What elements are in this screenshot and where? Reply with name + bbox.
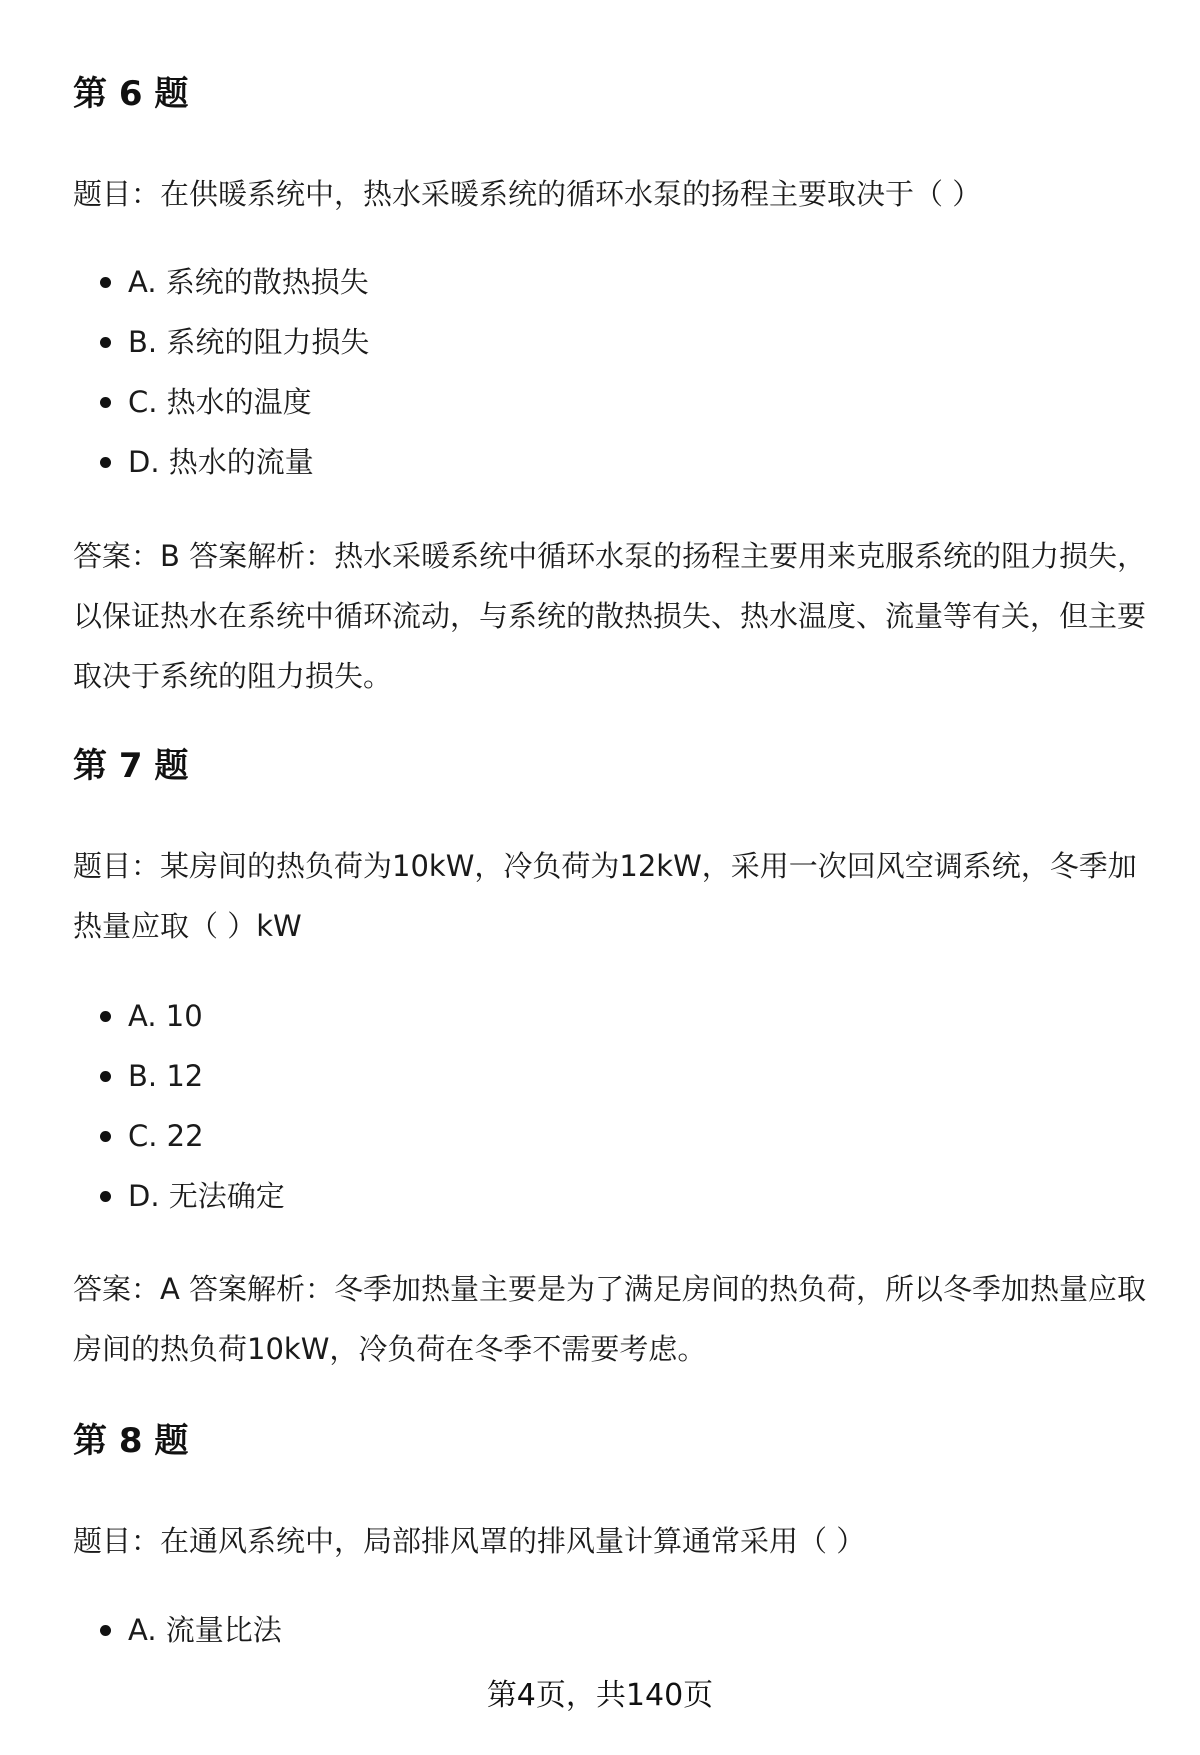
bullet-icon	[100, 1071, 111, 1082]
question-7-prompt: 题目：某房间的热负荷为10kW，冷负荷为12kW，采用一次回风空调系统，冬季加热量应取（ ）kW	[73, 849, 1137, 943]
question-6-options	[73, 252, 369, 492]
option-item	[73, 1166, 285, 1226]
option-label: A. 10	[128, 999, 203, 1033]
option-item	[73, 312, 369, 372]
bullet-icon	[100, 397, 111, 408]
bullet-icon	[100, 1131, 111, 1142]
bullet-icon	[100, 337, 111, 348]
option-label: A. 系统的散热损失	[128, 265, 369, 299]
option-label: C. 22	[128, 1119, 204, 1153]
option-label: D. 热水的流量	[128, 445, 314, 479]
question-7-answer: 答案：A 答案解析：冬季加热量主要是为了满足房间的热负荷，所以冬季加热量应取房间的热负荷10kW，冷负荷在冬季不需要考虑。	[73, 1272, 1147, 1366]
bullet-icon	[100, 1625, 111, 1636]
option-item	[73, 372, 369, 432]
question-8-options	[73, 1600, 282, 1660]
question-6-heading: 第 6 题	[73, 74, 189, 114]
option-item	[73, 986, 285, 1046]
question-6-answer: 答案：B 答案解析：热水采暖系统中循环水泵的扬程主要用来克服系统的阻力损失，以保证热水在系统中循环流动，与系统的散热损失、热水温度、流量等有关，但主要取决于系统的阻力损失。	[73, 539, 1147, 693]
bullet-icon	[100, 1011, 111, 1022]
bullet-icon	[100, 457, 111, 468]
option-item	[73, 252, 369, 312]
option-label: A. 流量比法	[128, 1613, 282, 1647]
option-item	[73, 432, 369, 492]
question-7-heading: 第 7 题	[73, 746, 189, 786]
option-label: D. 无法确定	[128, 1179, 285, 1213]
option-item	[73, 1106, 285, 1166]
question-7-options	[73, 986, 285, 1226]
question-8-prompt: 题目：在通风系统中，局部排风罩的排风量计算通常采用（ ）	[73, 1524, 866, 1558]
option-label: C. 热水的温度	[128, 385, 312, 419]
option-item	[73, 1046, 285, 1106]
bullet-icon	[100, 1191, 111, 1202]
question-6-prompt: 题目：在供暖系统中，热水采暖系统的循环水泵的扬程主要取决于（ ）	[73, 177, 982, 211]
option-item	[73, 1600, 282, 1660]
bullet-icon	[100, 277, 111, 288]
option-label: B. 12	[128, 1059, 204, 1093]
page-number-footer: 第4页，共140页	[486, 1678, 714, 1713]
option-label: B. 系统的阻力损失	[128, 325, 370, 359]
question-8-heading: 第 8 题	[73, 1421, 189, 1461]
